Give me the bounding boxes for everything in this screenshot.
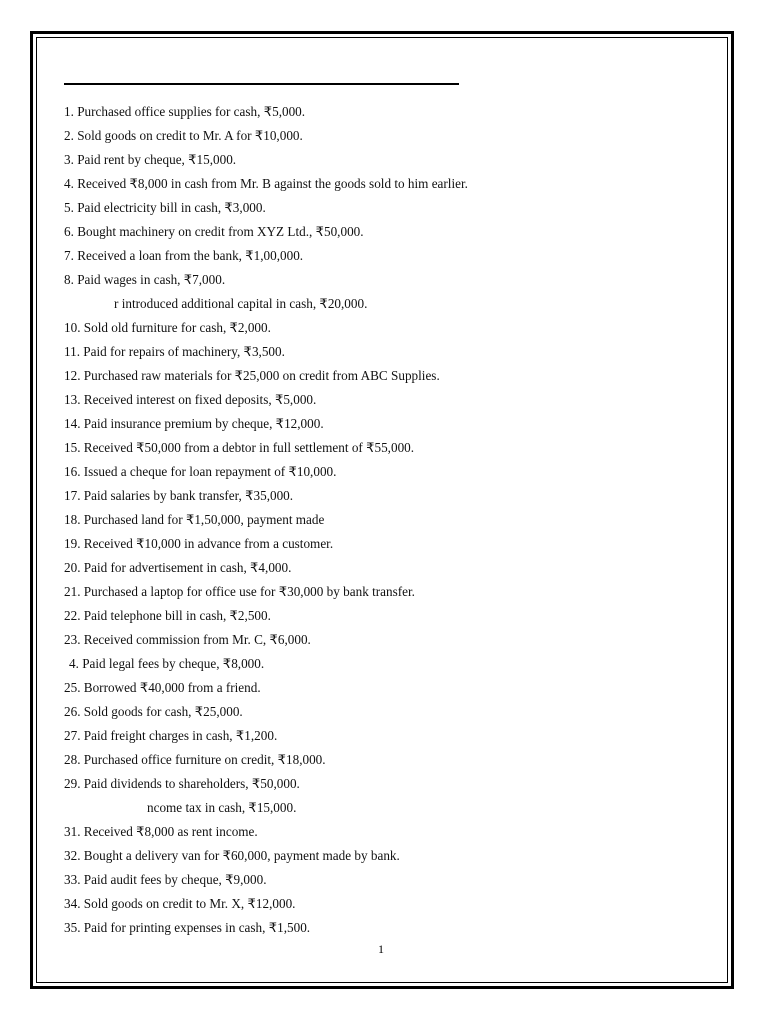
- list-item: 10. Sold old furniture for cash, ₹2,000.: [64, 320, 271, 335]
- list-item: 4. Paid legal fees by cheque, ₹8,000.: [69, 656, 265, 671]
- list-item: 22. Paid telephone bill in cash, ₹2,500.: [64, 608, 271, 623]
- list-item: 31. Received ₹8,000 as rent income.: [64, 824, 258, 839]
- list-item: 26. Sold goods for cash, ₹25,000.: [64, 704, 243, 719]
- list-item: 12. Purchased raw materials for ₹25,000 on credit from ABC Supplies.: [64, 368, 440, 383]
- list-item: 13. Received interest on fixed deposits, ₹5,000.: [64, 392, 317, 407]
- list-item: 28. Purchased office furniture on credit, ₹18,000.: [64, 752, 326, 767]
- list-item: 29. Paid dividends to shareholders, ₹50,000.: [64, 776, 300, 791]
- list-item: 25. Borrowed ₹40,000 from a friend.: [64, 680, 261, 695]
- transaction-list: [64, 100, 468, 940]
- list-item: 15. Received ₹50,000 from a debtor in full settlement of ₹55,000.: [64, 440, 415, 455]
- list-item: 7. Received a loan from the bank, ₹1,00,000.: [64, 248, 304, 263]
- header-rule: [64, 83, 459, 85]
- list-item: 34. Sold goods on credit to Mr. X, ₹12,000.: [64, 896, 296, 911]
- list-item: 2. Sold goods on credit to Mr. A for ₹10,000.: [64, 128, 303, 143]
- list-item: 3. Paid rent by cheque, ₹15,000.: [64, 152, 237, 167]
- list-item: 14. Paid insurance premium by cheque, ₹12,000.: [64, 416, 324, 431]
- list-item: 23. Received commission from Mr. C, ₹6,000.: [64, 632, 311, 647]
- list-item: 1. Purchased office supplies for cash, ₹5,000.: [64, 104, 306, 119]
- list-item: 11. Paid for repairs of machinery, ₹3,500.: [64, 344, 285, 359]
- list-item: 21. Purchased a laptop for office use for ₹30,000 by bank transfer.: [64, 584, 415, 599]
- list-item: 35. Paid for printing expenses in cash, ₹1,500.: [64, 920, 311, 935]
- list-item: 32. Bought a delivery van for ₹60,000, payment made by bank.: [64, 848, 400, 863]
- list-item: 27. Paid freight charges in cash, ₹1,200.: [64, 728, 278, 743]
- list-item: 19. Received ₹10,000 in advance from a customer.: [64, 536, 334, 551]
- list-item: r introduced additional capital in cash, ₹20,000.: [114, 296, 368, 311]
- list-item: 18. Purchased land for ₹1,50,000, payment made: [64, 512, 325, 527]
- list-item: 4. Received ₹8,000 in cash from Mr. B against the goods sold to him earlier.: [64, 176, 468, 191]
- list-item: 20. Paid for advertisement in cash, ₹4,000.: [64, 560, 292, 575]
- list-item: 17. Paid salaries by bank transfer, ₹35,000.: [64, 488, 294, 503]
- list-item: 6. Bought machinery on credit from XYZ Ltd., ₹50,000.: [64, 224, 364, 239]
- page-number: 1: [378, 942, 384, 956]
- list-item: 5. Paid electricity bill in cash, ₹3,000.: [64, 200, 266, 215]
- list-item: 8. Paid wages in cash, ₹7,000.: [64, 272, 226, 287]
- list-item: 33. Paid audit fees by cheque, ₹9,000.: [64, 872, 267, 887]
- list-item: 16. Issued a cheque for loan repayment of ₹10,000.: [64, 464, 337, 479]
- list-item: ncome tax in cash, ₹15,000.: [147, 800, 297, 815]
